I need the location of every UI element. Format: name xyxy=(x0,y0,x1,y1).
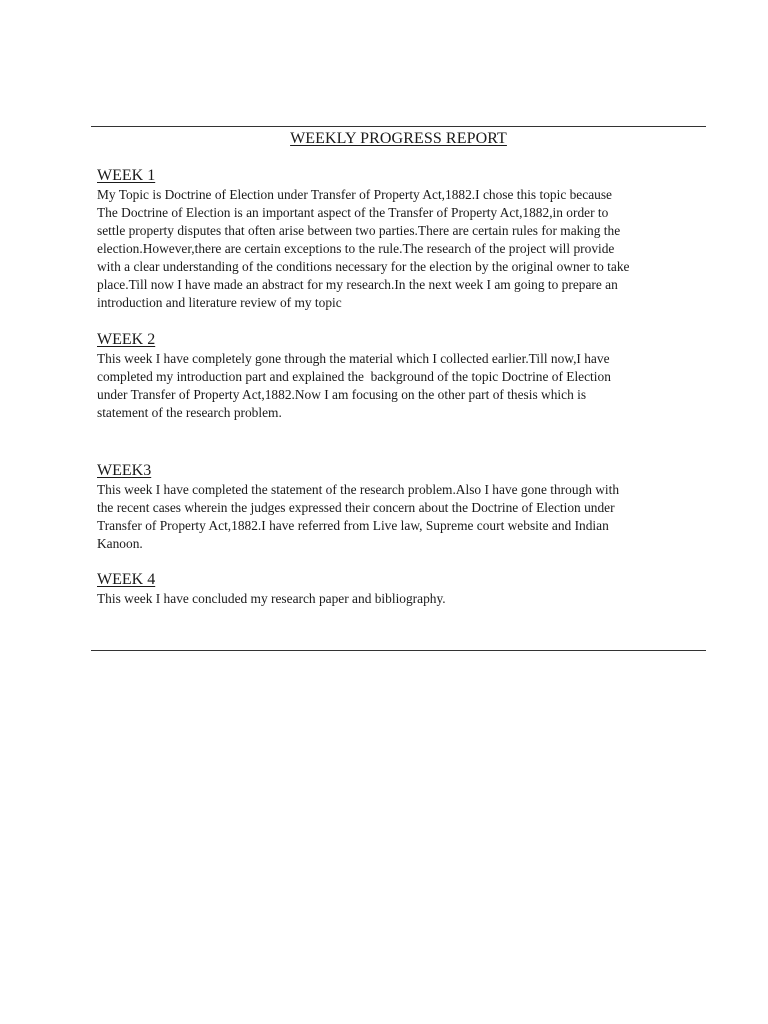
week-2-heading: WEEK 2 xyxy=(97,331,156,348)
week-2-body: This week I have completely gone through the material which I collected earlier.Till now,I have completed my introduction part and explained the background of the topic Doctrine of Election under Transfer of Property Act,1882.Now I am focusing on the other part of thesis which is statement of the research problem. xyxy=(97,351,611,420)
week-4-body: This week I have concluded my research paper and bibliography. xyxy=(97,591,446,606)
week-3-heading: WEEK3 xyxy=(97,462,152,479)
week-3-body: This week I have completed the statement of the research problem.Also I have gone through with the recent cases wherein the judges expressed their concern about the Doctrine of Election under Transfer of Property Act,1882.I have referred from Live law, Supreme court website and Indian Kanoon. xyxy=(97,482,620,551)
week-1-body: My Topic is Doctrine of Election under Transfer of Property Act,1882.I chose this topic because The Doctrine of Election is an important aspect of the Transfer of Property Act,1882,in order to settle property disputes that often arise between two parties.There are certain rules for making the election.However,there are certain exceptions to the rule.The research of the project will provide with a clear understanding of the conditions necessary for the election by the original owner to take place.Till now I have made an abstract for my research.In the next week I am going to prepare an introduction and literature review of my topic xyxy=(97,187,630,310)
week-1-section xyxy=(97,167,709,312)
week-4-section xyxy=(97,571,709,608)
top-divider xyxy=(91,126,706,127)
week-4-heading: WEEK 4 xyxy=(97,571,156,588)
bottom-divider xyxy=(91,650,706,651)
report-title: WEEKLY PROGRESS REPORT xyxy=(290,130,507,147)
week-2-section xyxy=(97,331,709,422)
week-1-heading: WEEK 1 xyxy=(97,167,156,184)
week-3-section xyxy=(97,462,709,553)
